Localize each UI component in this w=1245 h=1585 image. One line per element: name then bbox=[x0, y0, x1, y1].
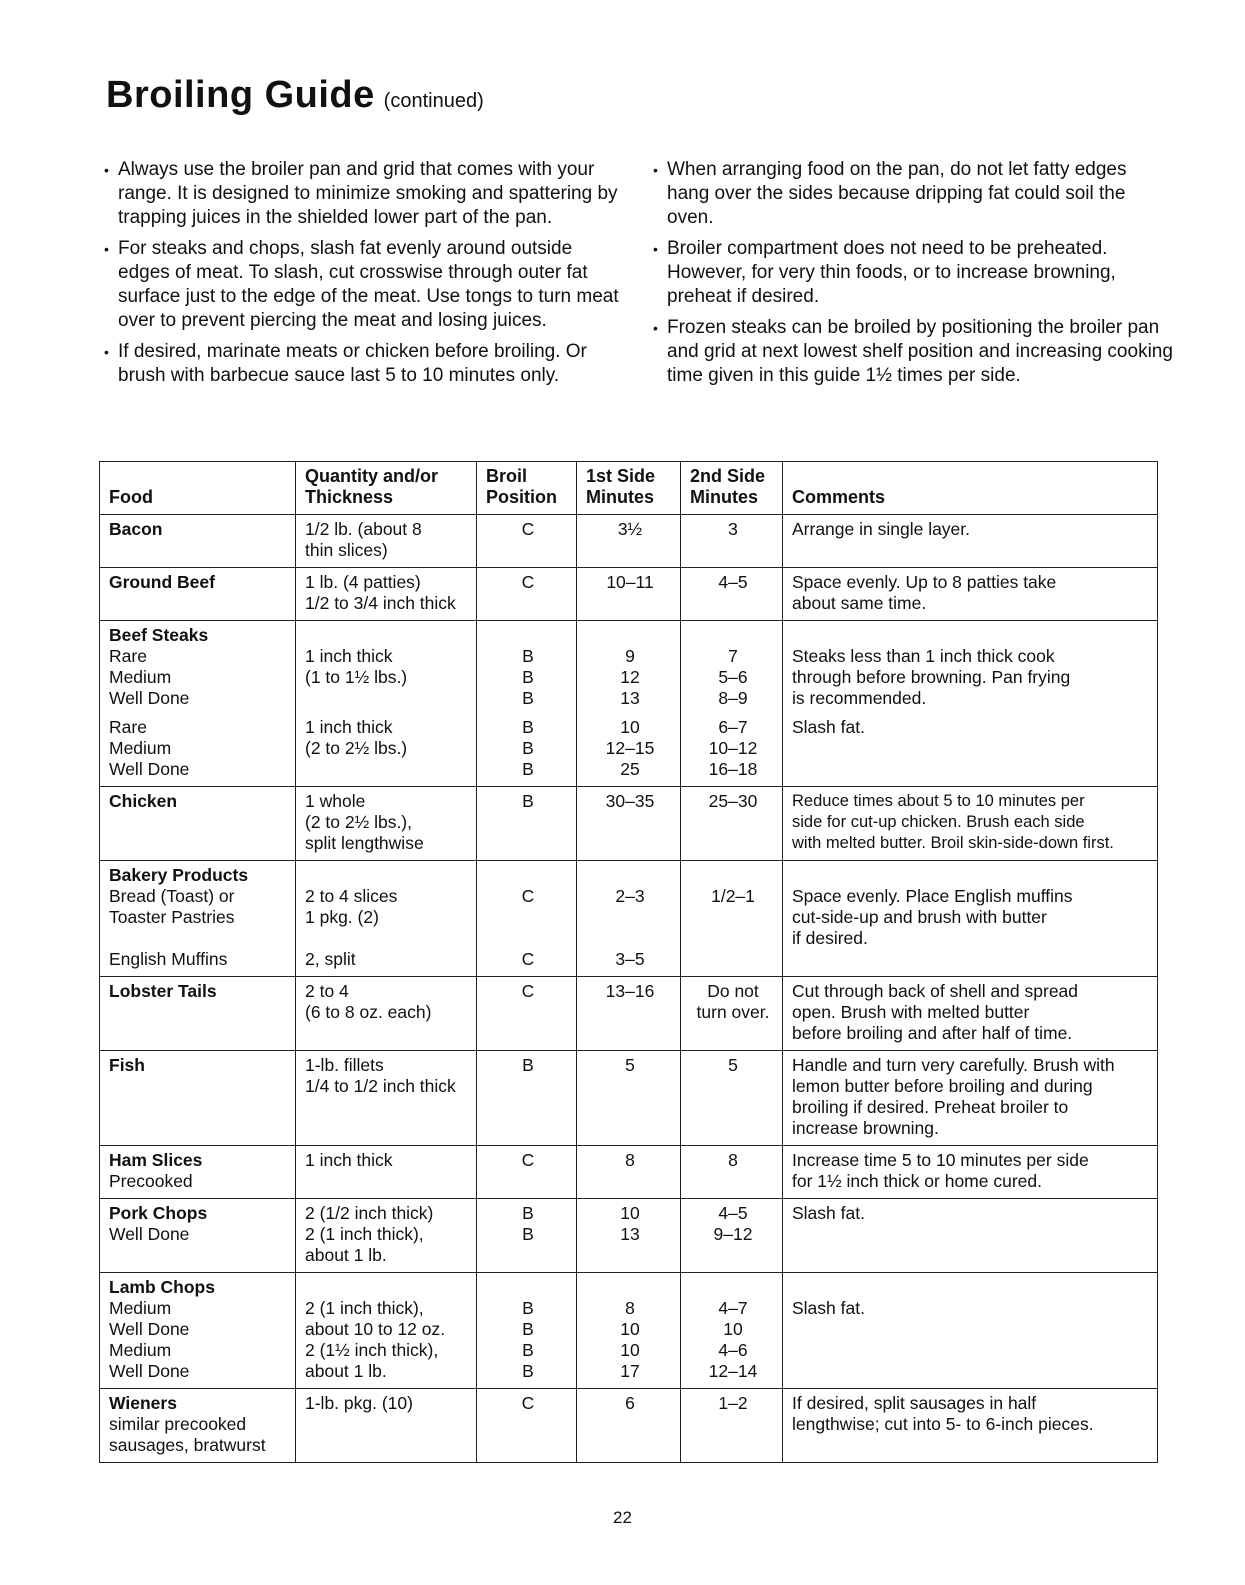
table-row bbox=[100, 977, 1158, 1051]
table-row bbox=[100, 621, 1158, 787]
food-cell: Pork Chops Well Done bbox=[100, 1199, 296, 1273]
header-comments: Comments bbox=[783, 462, 1158, 515]
food-cell: Ground Beef bbox=[100, 568, 296, 621]
quantity-cell: 2 to 4 slices 1 pkg. (2) 2, split bbox=[296, 861, 477, 977]
table-row bbox=[100, 861, 1158, 977]
quantity-cell: 1 inch thick (1 to 1½ lbs.) 1 inch thick (2 to 2½ lbs.) bbox=[296, 621, 477, 787]
header-position: Broil Position bbox=[477, 462, 577, 515]
second-side-cell: 4–7 10 4–6 12–14 bbox=[681, 1273, 783, 1389]
food-cell: Fish bbox=[100, 1051, 296, 1146]
position-cell: B bbox=[477, 1051, 577, 1146]
food-cell: Wieners similar precooked sausages, bratwurst bbox=[100, 1389, 296, 1463]
comments-cell: Slash fat. bbox=[783, 1273, 1158, 1389]
position-cell: B bbox=[477, 787, 577, 861]
first-side-cell: 13–16 bbox=[577, 977, 681, 1051]
broiling-table bbox=[99, 461, 1158, 1463]
first-side-cell: 5 bbox=[577, 1051, 681, 1146]
first-side-cell: 8 bbox=[577, 1146, 681, 1199]
first-side-cell: 8 10 10 17 bbox=[577, 1273, 681, 1389]
position-cell: B B B B B B bbox=[477, 621, 577, 787]
table-header-row bbox=[100, 462, 1158, 515]
first-side-cell: 10 13 bbox=[577, 1199, 681, 1273]
first-side-cell: 3½ bbox=[577, 515, 681, 568]
comments-cell: Space evenly. Up to 8 patties take about same time. bbox=[783, 568, 1158, 621]
second-side-cell: 3 bbox=[681, 515, 783, 568]
first-side-cell: 30–35 bbox=[577, 787, 681, 861]
second-side-cell: 1/2–1 bbox=[681, 861, 783, 977]
title-main: Broiling Guide bbox=[106, 74, 375, 116]
quantity-cell: 1-lb. pkg. (10) bbox=[296, 1389, 477, 1463]
quantity-cell: 2 to 4 (6 to 8 oz. each) bbox=[296, 977, 477, 1051]
food-cell: Bakery Products Bread (Toast) or Toaster Pastries English Muffins bbox=[100, 861, 296, 977]
comments-cell: Reduce times about 5 to 10 minutes per side for cut-up chicken. Brush each side with melted butter. Broil skin-side-down first. bbox=[783, 787, 1158, 861]
food-cell: Ham Slices Precooked bbox=[100, 1146, 296, 1199]
position-cell: B B B B bbox=[477, 1273, 577, 1389]
intro-left-column bbox=[104, 158, 624, 395]
position-cell: C bbox=[477, 515, 577, 568]
food-cell: Bacon bbox=[100, 515, 296, 568]
quantity-cell: 1-lb. fillets 1/4 to 1/2 inch thick bbox=[296, 1051, 477, 1146]
intro-bullet: • Broiler compartment does not need to be preheated. However, for very thin foods, or to increase browning, preheat if desired. bbox=[653, 237, 1173, 309]
table-row bbox=[100, 515, 1158, 568]
position-cell: B B bbox=[477, 1199, 577, 1273]
comments-cell: Slash fat. bbox=[783, 1199, 1158, 1273]
intro-right-column bbox=[653, 158, 1173, 395]
table-row bbox=[100, 1146, 1158, 1199]
quantity-cell: 1/2 lb. (about 8 thin slices) bbox=[296, 515, 477, 568]
second-side-cell: 25–30 bbox=[681, 787, 783, 861]
food-cell: Chicken bbox=[100, 787, 296, 861]
page-number: 22 bbox=[613, 1508, 632, 1527]
position-cell: C bbox=[477, 568, 577, 621]
intro-bullet: • Always use the broiler pan and grid that comes with your range. It is designed to minimize smoking and spattering by trapping juices in the shielded lower part of the pan. bbox=[104, 158, 624, 230]
intro-bullet: • For steaks and chops, slash fat evenly around outside edges of meat. To slash, cut crosswise through outer fat surface just to the edge of the meat. Use tongs to turn meat over to prevent piercing the meat and losing juices. bbox=[104, 237, 624, 333]
page-title bbox=[106, 74, 484, 117]
header-food: Food bbox=[100, 462, 296, 515]
table-row bbox=[100, 787, 1158, 861]
first-side-cell: 2–3 3–5 bbox=[577, 861, 681, 977]
comments-cell: Increase time 5 to 10 minutes per side for 1½ inch thick or home cured. bbox=[783, 1146, 1158, 1199]
second-side-cell: 7 5–6 8–9 6–7 10–12 16–18 bbox=[681, 621, 783, 787]
first-side-cell: 6 bbox=[577, 1389, 681, 1463]
position-cell: C bbox=[477, 1146, 577, 1199]
table-row bbox=[100, 1389, 1158, 1463]
second-side-cell: 1–2 bbox=[681, 1389, 783, 1463]
food-cell: Lamb Chops Medium Well Done Medium Well Done bbox=[100, 1273, 296, 1389]
second-side-cell: Do not turn over. bbox=[681, 977, 783, 1051]
position-cell: C C bbox=[477, 861, 577, 977]
comments-cell: Space evenly. Place English muffins cut-side-up and brush with butter if desired. bbox=[783, 861, 1158, 977]
first-side-cell: 9 12 13 10 12–15 25 bbox=[577, 621, 681, 787]
quantity-cell: 1 lb. (4 patties) 1/2 to 3/4 inch thick bbox=[296, 568, 477, 621]
header-quantity: Quantity and/or Thickness bbox=[296, 462, 477, 515]
table-row bbox=[100, 568, 1158, 621]
comments-cell: Steaks less than 1 inch thick cook through before browning. Pan frying is recommended. Slash fat. bbox=[783, 621, 1158, 787]
food-cell: Beef Steaks Rare Medium Well Done Rare Medium Well Done bbox=[100, 621, 296, 787]
title-sub: (continued) bbox=[383, 90, 484, 112]
second-side-cell: 5 bbox=[681, 1051, 783, 1146]
header-second-side: 2nd Side Minutes bbox=[681, 462, 783, 515]
intro-bullet: • When arranging food on the pan, do not let fatty edges hang over the sides because dripping fat could soil the oven. bbox=[653, 158, 1173, 230]
quantity-cell: 1 inch thick bbox=[296, 1146, 477, 1199]
position-cell: C bbox=[477, 1389, 577, 1463]
second-side-cell: 4–5 9–12 bbox=[681, 1199, 783, 1273]
food-cell: Lobster Tails bbox=[100, 977, 296, 1051]
comments-cell: Cut through back of shell and spread open. Brush with melted butter before broiling and after half of time. bbox=[783, 977, 1158, 1051]
table-row bbox=[100, 1051, 1158, 1146]
second-side-cell: 4–5 bbox=[681, 568, 783, 621]
intro-bullet: • If desired, marinate meats or chicken before broiling. Or brush with barbecue sauce last 5 to 10 minutes only. bbox=[104, 340, 624, 388]
header-first-side: 1st Side Minutes bbox=[577, 462, 681, 515]
comments-cell: Arrange in single layer. bbox=[783, 515, 1158, 568]
table-row bbox=[100, 1199, 1158, 1273]
quantity-cell: 2 (1 inch thick), about 10 to 12 oz. 2 (1½ inch thick), about 1 lb. bbox=[296, 1273, 477, 1389]
position-cell: C bbox=[477, 977, 577, 1051]
comments-cell: Handle and turn very carefully. Brush with lemon butter before broiling and during broiling if desired. Preheat broiler to increase browning. bbox=[783, 1051, 1158, 1146]
second-side-cell: 8 bbox=[681, 1146, 783, 1199]
comments-cell: If desired, split sausages in half lengthwise; cut into 5- to 6-inch pieces. bbox=[783, 1389, 1158, 1463]
quantity-cell: 1 whole (2 to 2½ lbs.), split lengthwise bbox=[296, 787, 477, 861]
table-row bbox=[100, 1273, 1158, 1389]
intro-bullet: • Frozen steaks can be broiled by positioning the broiler pan and grid at next lowest shelf position and increasing cooking time given in this guide 1½ times per side. bbox=[653, 316, 1173, 388]
first-side-cell: 10–11 bbox=[577, 568, 681, 621]
quantity-cell: 2 (1/2 inch thick) 2 (1 inch thick), about 1 lb. bbox=[296, 1199, 477, 1273]
